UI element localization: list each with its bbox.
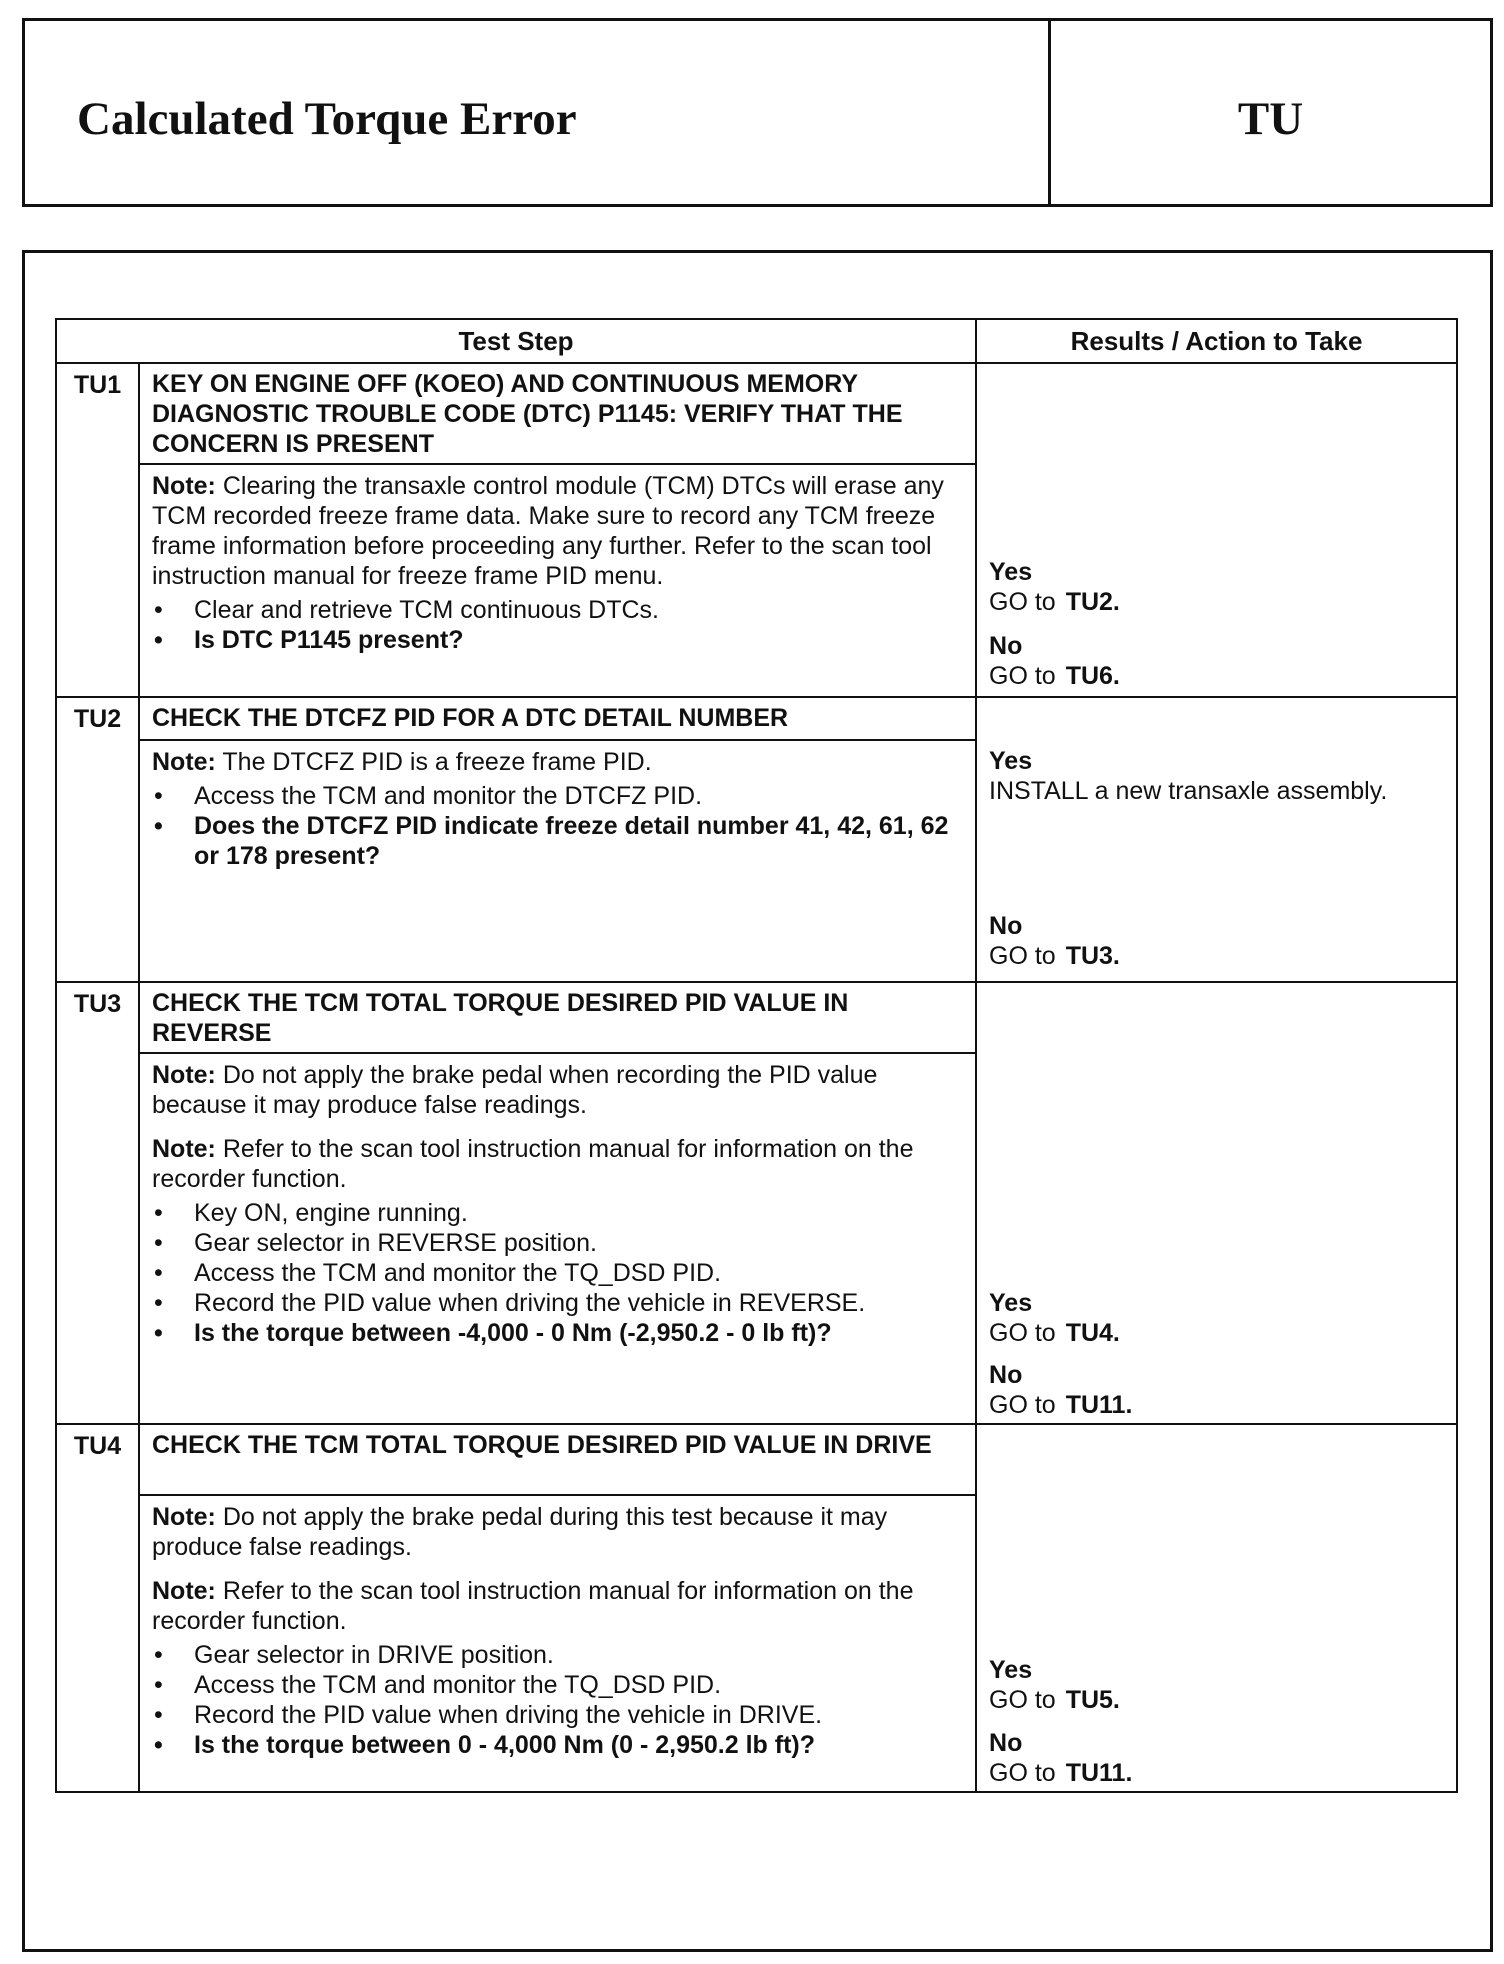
table-header-row — [56, 319, 1457, 363]
step-title: CHECK THE TCM TOTAL TORQUE DESIRED PID VALUE IN DRIVE — [139, 1424, 976, 1495]
step-title-row — [56, 982, 1457, 1053]
section-code: TU — [1237, 93, 1304, 145]
result-yes: Yes INSTALL a new transaxle assembly. — [989, 747, 1388, 805]
step-id: TU4 — [56, 1424, 139, 1495]
step-title: CHECK THE TCM TOTAL TORQUE DESIRED PID VALUE IN REVERSE — [139, 982, 976, 1053]
step-list — [152, 1640, 967, 1760]
list-item: • Access the TCM and monitor the TQ_DSD PID. — [152, 1258, 967, 1288]
step-result — [976, 1424, 1457, 1792]
step-title-row — [56, 363, 1457, 464]
list-item: • Record the PID value when driving the vehicle in DRIVE. — [152, 1700, 967, 1730]
result-yes: Yes GO to TU4. — [989, 1289, 1120, 1347]
note: Note: Do not apply the brake pedal when recording the PID value because it may produce false readings. — [152, 1061, 878, 1119]
column-header-results: Results / Action to Take — [976, 319, 1457, 363]
list-item: • Key ON, engine running. — [152, 1198, 967, 1228]
step-body — [139, 1495, 976, 1792]
step-question: • Does the DTCFZ PID indicate freeze detail number 41, 42, 61, 62 or 178 present? — [152, 811, 967, 871]
list-item: • Gear selector in DRIVE position. — [152, 1640, 967, 1670]
test-step-table — [55, 318, 1458, 1793]
step-question: • Is the torque between -4,000 - 0 Nm (-2,950.2 - 0 lb ft)? — [152, 1318, 967, 1348]
step-id: TU3 — [56, 982, 139, 1053]
result-no: No GO to TU11. — [989, 1729, 1133, 1787]
step-result — [976, 697, 1457, 982]
note: Note: Refer to the scan tool instruction manual for information on the recorder function. — [152, 1577, 914, 1635]
list-item: • Access the TCM and monitor the DTCFZ PID. — [152, 781, 967, 811]
page-title: Calculated Torque Error — [77, 93, 577, 145]
step-question: • Is DTC P1145 present? — [152, 625, 967, 655]
column-header-test-step: Test Step — [56, 319, 976, 363]
list-item: • Clear and retrieve TCM continuous DTCs. — [152, 595, 967, 625]
result-no: No GO to TU3. — [989, 912, 1120, 970]
header-box — [22, 18, 1493, 207]
note: Note: Do not apply the brake pedal during this test because it may produce false readings. — [152, 1503, 888, 1561]
step-title: KEY ON ENGINE OFF (KOEO) AND CONTINUOUS MEMORY DIAGNOSTIC TROUBLE CODE (DTC) P1145: VERIFY THAT THE CONCERN IS PRESENT — [139, 363, 976, 464]
result-no: No GO to TU11. — [989, 1361, 1133, 1419]
step-title: CHECK THE DTCFZ PID FOR A DTC DETAIL NUMBER — [139, 697, 976, 740]
step-body — [139, 1053, 976, 1424]
step-list — [152, 781, 967, 871]
step-body — [139, 464, 976, 697]
result-no: No GO to TU6. — [989, 632, 1120, 690]
step-id: TU1 — [56, 363, 139, 464]
note: Note: Clearing the transaxle control module (TCM) DTCs will erase any TCM recorded freeze frame data. Make sure to record any TCM freeze frame information before proceeding any further. Refer to the scan tool instruction manual for freeze frame PID menu. — [152, 472, 944, 590]
step-title-row — [56, 1424, 1457, 1495]
step-title-row — [56, 697, 1457, 740]
list-item: • Gear selector in REVERSE position. — [152, 1228, 967, 1258]
result-yes: Yes GO to TU5. — [989, 1656, 1120, 1714]
list-item: • Record the PID value when driving the vehicle in REVERSE. — [152, 1288, 967, 1318]
step-id: TU2 — [56, 697, 139, 740]
step-list — [152, 595, 967, 655]
step-result — [976, 363, 1457, 697]
step-question: • Is the torque between 0 - 4,000 Nm (0 - 2,950.2 lb ft)? — [152, 1730, 967, 1760]
step-result — [976, 982, 1457, 1424]
step-body — [139, 740, 976, 982]
note: Note: The DTCFZ PID is a freeze frame PID. — [152, 748, 652, 776]
note: Note: Refer to the scan tool instruction manual for information on the recorder function. — [152, 1135, 914, 1193]
step-list — [152, 1198, 967, 1348]
list-item: • Access the TCM and monitor the TQ_DSD PID. — [152, 1670, 967, 1700]
result-yes: Yes GO to TU2. — [989, 558, 1120, 616]
